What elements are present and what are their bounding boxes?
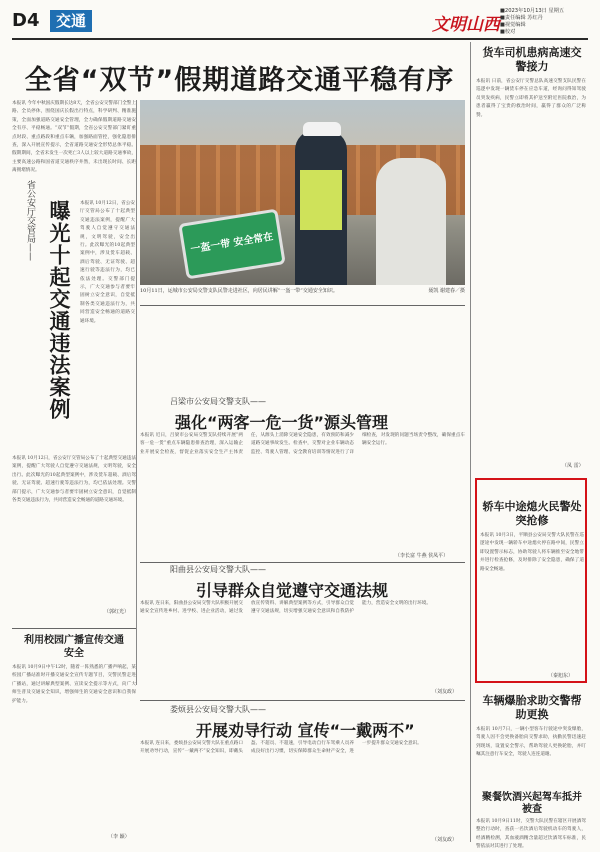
- right-column-divider: [470, 42, 471, 842]
- campus-headline: 利用校园广播宣传交通安全: [24, 635, 124, 659]
- truck-kicker: 吕梁市公安局交警支队——: [170, 397, 266, 406]
- masthead: [12, 6, 588, 40]
- fire-body: [480, 532, 584, 672]
- fire-headline: 轿车中途熄火民警处突抢修: [482, 500, 582, 527]
- truck-headline: 强化“两客一危一货”源头管理: [175, 413, 389, 432]
- guide-kicker: 阳曲县公安局交警大队——: [170, 565, 266, 574]
- dinner-body: [476, 818, 586, 850]
- helmet-body: [140, 740, 465, 835]
- helmet-credit: （刘友政）: [432, 837, 458, 843]
- divider-campus: [12, 628, 136, 629]
- campus-credit: （李 颖）: [108, 834, 130, 840]
- section-label: 交通: [50, 10, 92, 32]
- campus-body-text: 本报讯 10月9日中午12时，随着一阵熟悉的广播声响起，某校园广播站准时开播交通安全宣传专题节目，交警民警走进广播站，通过讲解典型案例、宣读安全提示等方式，向广大师生普及交通安全知识，增强师生的交通安全意识和自我保护能力。: [12, 665, 136, 704]
- lead-body: [12, 100, 136, 174]
- fire-body-text: 本报讯 10月3日，平顺县公安局交警大队民警在巡逻途中发现一辆轿车中途熄火停在路中间，民警立即设置警示标志，协助驾驶人将车辆推至安全地带并进行检查抢修，及时排除了安全隐患，确保了道路安全畅通。: [480, 533, 584, 572]
- photo-caption: [140, 287, 465, 295]
- trucker-credit: （凤 雷）: [562, 463, 584, 469]
- tire-body: [476, 726, 586, 786]
- helmet-kicker: 娄烦县公安局交警大队——: [170, 705, 266, 714]
- photo-resident: [376, 158, 446, 285]
- truck-body: [140, 432, 465, 554]
- column-divider: [136, 100, 137, 685]
- photo-cap: [303, 122, 341, 136]
- photo-caption-text: 10月11日，运城市公安局交警支队民警走进社区，向居民讲解“一盔一带”交通安全知识。: [140, 288, 338, 294]
- divider-truck: [140, 305, 465, 306]
- divider-helmet: [140, 700, 465, 701]
- tire-body-text: 本报讯 10月7日，一辆小型客车行驶途中突发爆胎，驾驶人因不会更换备胎向交警求助，执勤民警迅速赶到现场，设置安全警示，帮助驾驶人更换轮胎，并叮嘱其注意行车安全，驾驶人连连道谢。: [476, 727, 586, 758]
- vertical-body-text: 本报讯 10月12日，省公安厅交管局公布了十起典型交通违法案例，提醒广大驾驶人自觉遵守交通法规，文明驾驶，安全出行。此次曝光的10起典型案例中，涉及货车超载、酒后驾驶、无证驾驶、超速行驶等违法行为，均已依法处理。交警部门提示，广大交通参与者要牢固树立安全意识，自觉抵制各类交通违法行为，共同营造安全畅通的道路交通环境。: [80, 201, 135, 324]
- trucker-body-text: 本报讯 日前，省公安厅交警总队高速交警支队民警在巡逻中发现一辆货车停在应急车道，经询问得知驾驶员突发疾病，民警立即将其护送至附近医院救治，为患者赢得了宝贵的救治时间，赢得了群众的广泛称赞。: [476, 79, 586, 118]
- photo-credit: 聂凯 谢建春／摄: [428, 288, 465, 294]
- news-photo: [140, 100, 465, 285]
- campus-body: [12, 664, 136, 829]
- masthead-meta: [500, 8, 590, 36]
- meta-proof: ■校对: [500, 29, 516, 35]
- photo-vest: [300, 170, 342, 230]
- lead-body-text: 本报讯 今年中秋国庆假期长达8天，全省公安交警部门全警上路、全员停休，围绕国庆长假出行特点，科学研判、精准施策，全面加强道路交通安全管理，全力确保假期道路交通安全有序、平稳畅通。“双节”假期，全省公安交警部门紧盯重点时段、重点路段和重点车辆，加强路面管控，强化隐患排查，深入开展宣传提示，全省道路交通安全形势总体平稳。假期期间，全省未发生一次死亡3人以上较大道路交通事故，主要高速公路和国省道交通秩序井然，未出现长时间、长距离拥堵情况。: [12, 101, 136, 174]
- divider-guide: [140, 562, 465, 563]
- meta-date: ■2023年10月13日 星期五: [500, 8, 565, 14]
- dinner-headline: 聚餐饮酒兴起驾车抵并被查: [482, 792, 582, 815]
- trucker-headline: 货车司机患病高速交警接力: [482, 46, 582, 73]
- meta-editor: ■责任编辑 苏红丹: [500, 15, 543, 21]
- vertical-credit: （郭红光）: [104, 609, 130, 615]
- vertical-body: [80, 200, 135, 450]
- vertical-kicker: 省公安厅交管局——: [25, 180, 35, 261]
- guide-body-text: 本报讯 连日来，阳曲县公安局交警大队积极开展交通安全宣传进乡村、进学校、进企业活动，通过发放宣传资料、讲解典型案例等方式，引导群众自觉遵守交通法规，切实增强交通安全意识和自我防护能力，营造安全文明的出行环境。: [140, 601, 431, 615]
- vertical-body-cont-text: 本报讯 10月12日，省公安厅交管局公布了十起典型交通违法案例，提醒广大驾驶人自觉遵守交通法规，文明驾驶，安全出行。此次曝光的10起典型案例中，涉及货车超载、酒后驾驶、无证驾驶、超速行驶等违法行为，均已依法处理。交警部门提示，广大交通参与者要牢固树立安全意识，自觉抵制各类交通违法行为，共同营造安全畅通的道路交通环境。: [12, 456, 136, 504]
- page-code: D4: [12, 10, 40, 31]
- meta-visual: ■视觉编辑: [500, 22, 526, 28]
- photo-sign: 一盔一带 安全常在: [178, 209, 286, 280]
- vertical-body-cont: [12, 455, 136, 605]
- vertical-headline: 曝光十起交通违法案例: [47, 200, 71, 420]
- truck-credit: （李长富 牛燕 侯凤平）: [395, 553, 449, 559]
- guide-headline: 引导群众自觉遵守交通法规: [196, 581, 389, 600]
- guide-body: [140, 600, 465, 688]
- lead-headline: 全省“双节”假期道路交通平稳有序: [24, 65, 455, 96]
- paper-logo: 文明山西: [432, 15, 500, 35]
- tire-headline: 车辆爆胎求助交警帮助更换: [482, 694, 582, 721]
- fire-credit: （秦旭东）: [548, 673, 574, 679]
- helmet-headline: 开展劝导行动 宣传“一戴两不”: [196, 721, 415, 740]
- truck-body-text: 本报讯 近日，吕梁市公安局交警支队持续开展“两客一危一货”重点车辆隐患排查治理，深入运输企业开展安全检查，督促企业落实安全生产主体责任，从源头上消除交通安全隐患，有效预防和减少道路交通事故发生。检查中，交警对企业车辆动态监控、驾驶人管理、安全教育培训等情况进行了详细检查，对发现的问题当场责令整改，确保重点车辆安全运行。: [140, 433, 465, 455]
- trucker-body: [476, 78, 586, 458]
- helmet-body-text: 本报讯 连日来，娄烦县公安局交警大队在重点路口开展劝导行动，宣传“一戴两不”安全知识，即戴头盔、不超员、不超速，引导电动自行车驾乘人员养成良好出行习惯，切实保障群众生命财产安全，进一步提升群众交通安全意识。: [140, 741, 422, 755]
- dinner-body-text: 本报讯 10月9日11时，交警大队民警在辖区开展酒驾整治行动时，查获一名饮酒后驾驶机动车的驾驶人，经酒精检测，其血液酒精含量超过饮酒驾车标准，民警依法对其进行了处理。: [476, 819, 586, 850]
- guide-credit: （刘友政）: [432, 689, 458, 695]
